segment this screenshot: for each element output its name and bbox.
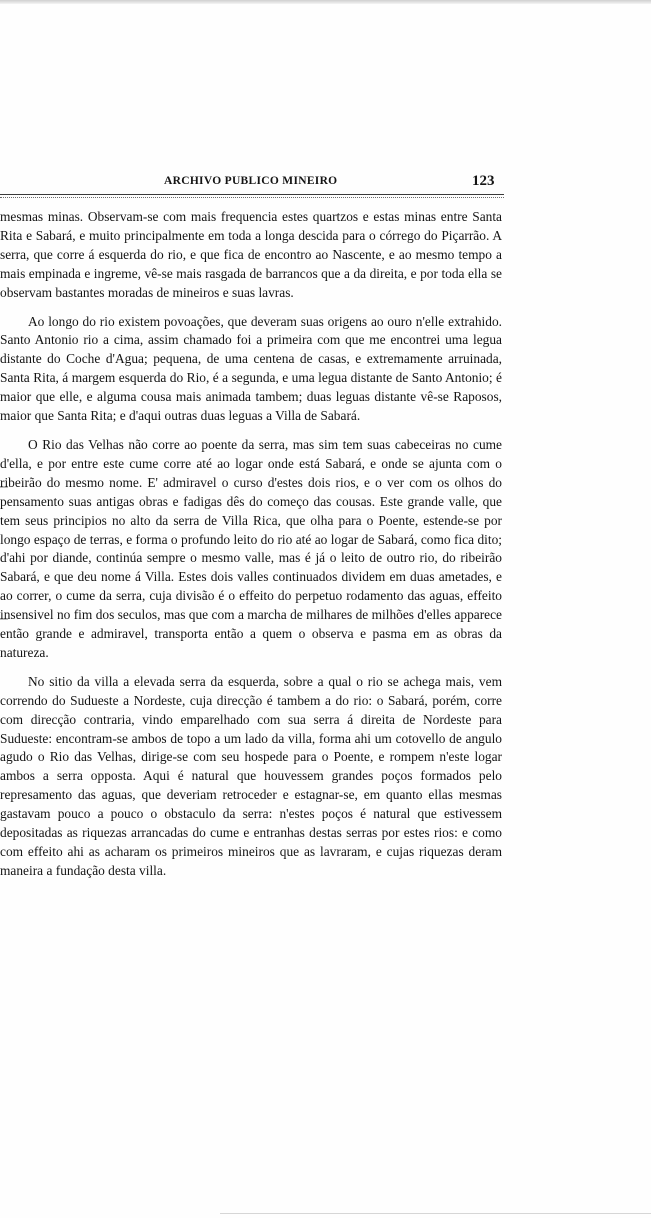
page-bottom-edge [220,1213,651,1214]
paragraph: No sitio da villa a elevada serra da esquerda, sobre a qual o rio se achega mais, vem correndo do Sudueste a Nordeste, cuja direcção é tambem a do rio: o Sabará, porém, corre com direcção contraria, vindo emparelhado com sua serra á direita de Nordeste para Sudueste: encontram-se ambos de topo a um lado da villa, forma ahi um cotovello de angulo agudo o Rio das Velhas, dirige-se com seu hospede para o Poente, e rompem n'este logar ambos a serra opposta. Aqui é natural que houvessem grandes poços formados pelo represamento das aguas, que deveriam retroceder e estagnar-se, em quanto ellas mesmas gastavam pouco a pouco o obstaculo da serra: n'estes poços é natural que estivessem depositadas as riquezas arrancadas do cume e entranhas destas serras por estes rios: e como com effeito ahi as acharam os primeiros mineiros que as lavraram, e cujas riquezas deram maneira a fundação desta villa. [0,673,502,878]
running-title: ARCHIVO PUBLICO MINEIRO [164,175,338,187]
header-rule [0,194,504,195]
body-text [0,208,502,891]
paragraph: O Rio das Velhas não corre ao poente da serra, mas sim tem suas cabeceiras no cume d'ella, e por entre este cume corre até ao logar onde está Sabará, e onde se ajunta com o ribeirão do mesmo nome. E' admiravel o curso d'estes dois rios, e o ver com os olhos do pensamento suas antigas obras e fadigas dês do começo das cousas. Este grande valle, que tem seus principios no alto da serra de Villa Rica, que olha para o Poente, estende-se por longo espaço de terras, e forma o profundo leito do rio até ao logar de Sabará, como fica dito; d'ahi por diande, continúa sempre o mesmo valle, mas é já o leito de outro rio, do ribeirão Sabará, e que deu nome á Villa. Estes dois valles continuados dividem em duas ametades, e ao correr, o cume da serra, cuja divisão é o effeito do perpetuo rodamento das aguas, effeito insensivel no fim dos seculos, mas que com a marcha de milhares de milhões d'elles apparece então grande e admiravel, transporta então a quem o observa e pasma em as obras da natureza. [0,436,502,660]
page-number: 123 [472,173,495,189]
paragraph: Ao longo do rio existem povoações, que deveram suas origens ao ouro n'elle extrahido. Santo Antonio rio a cima, assim chamado foi a primeira com que me encontrei uma legua distante do Coche d'Agua; pequena, de uma centena de casas, e extremamente arruinada, Santa Rita, á margem esquerda do Rio, é a segunda, e uma legua distante de Santo Antonio; é maior que elle, e alguma cousa mais animada tambem; duas leguas distante vê-se Raposos, maior que Santa Rita; e d'aqui outras duas leguas a Villa de Sabará. [0,313,502,424]
page-top-edge [0,0,651,4]
header-dotted-rule [0,197,504,198]
running-header [0,172,504,194]
paragraph: mesmas minas. Observam-se com mais frequencia estes quartzos e estas minas entre Santa Rita e Sabará, e muito principalmente em toda a longa descida para o córrego do Piçarrão. A serra, que corre á esquerda do rio, e que fica de encontro ao Nascente, e ao mesmo tempo a mais empinada e ingreme, vê-se mais rasgada de barrancos que a da direita, e por toda ella se observam bastantes moradas de mineiros e suas lavras. [0,209,502,300]
